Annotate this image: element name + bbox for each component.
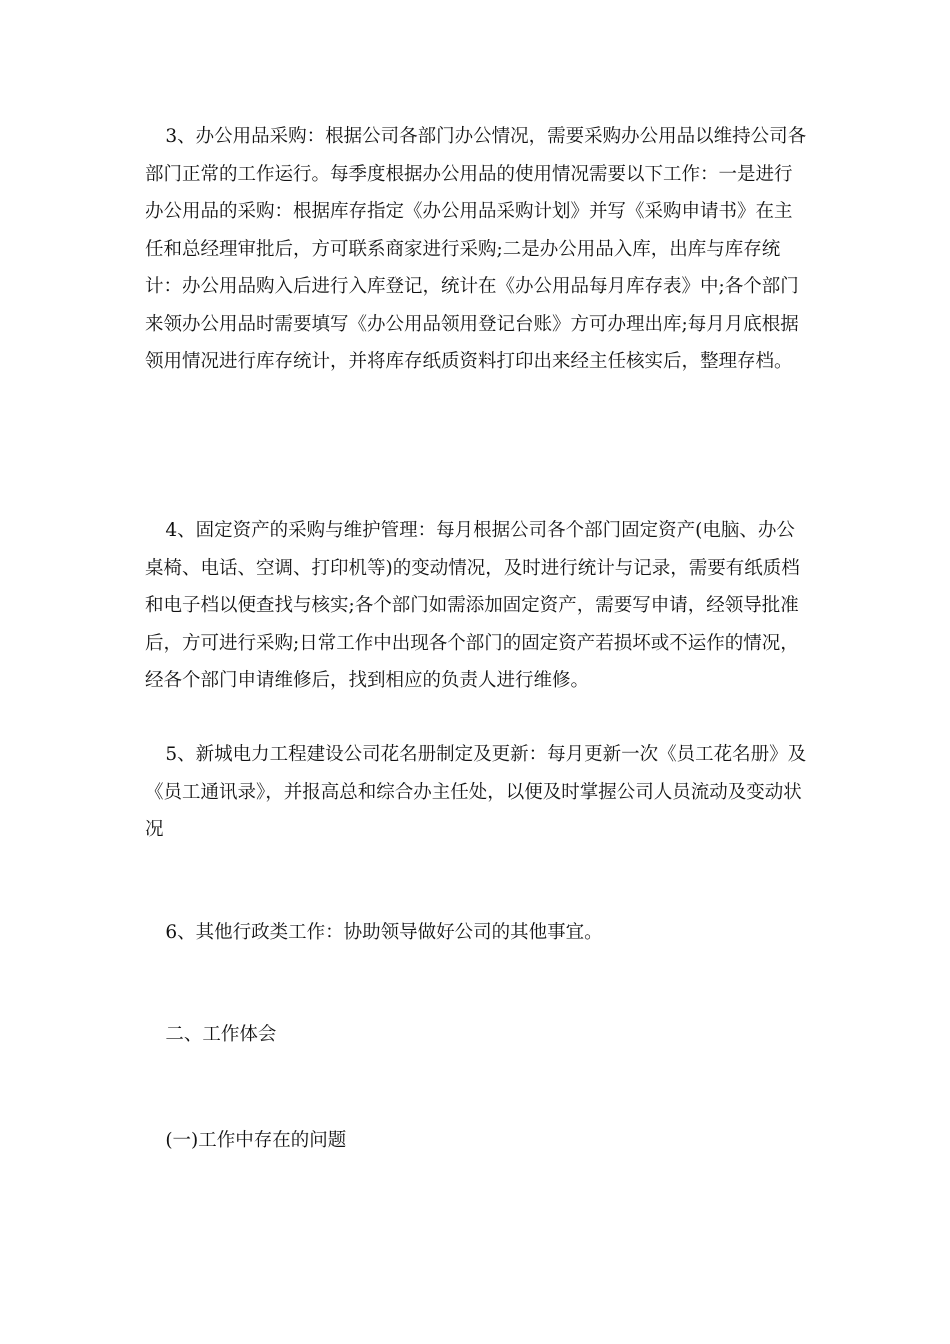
paragraph-roster: 5、新城电力工程建设公司花名册制定及更新：每月更新一次《员工花名册》及《员工通讯录》，并报高总和综合办主任处，以便及时掌握公司人员流动及变动状况 bbox=[145, 744, 807, 840]
section-heading-work-experience: 二、工作体会 bbox=[165, 1024, 277, 1045]
subsection-heading-problems: (一)工作中存在的问题 bbox=[165, 1130, 347, 1151]
paragraph-fixed-assets: 4、固定资产的采购与维护管理：每月根据公司各个部门固定资产(电脑、办公桌椅、电话、空调、打印机等)的变动情况，及时进行统计与记录，需要有纸质档和电子档以便查找与核实;各个部门如需添加固定资产，需要写申请，经领导批准后，方可进行采购;日常工作中出现各个部门的固定资产若损坏或不运作的情况，经各个部门申请维修后，找到相应的负责人进行维修。 bbox=[145, 520, 800, 691]
paragraph-office-supplies: 3、办公用品采购：根据公司各部门办公情况，需要采购办公用品以维持公司各部门正常的工作运行。每季度根据办公用品的使用情况需要以下工作：一是进行办公用品的采购：根据库存指定《办公用品采购计划》并写《采购申请书》在主任和总经理审批后，方可联系商家进行采购;二是办公用品入库，出库与库存统计：办公用品购入后进行入库登记，统计在《办公用品每月库存表》中;各个部门来领办公用品时需要填写《办公用品领用登记台账》方可办理出库;每月月底根据领用情况进行库存统计，并将库存纸质资料打印出来经主任核实后，整理存档。 bbox=[145, 126, 807, 372]
paragraph-other-admin: 6、其他行政类工作：协助领导做好公司的其他事宜。 bbox=[165, 922, 603, 943]
